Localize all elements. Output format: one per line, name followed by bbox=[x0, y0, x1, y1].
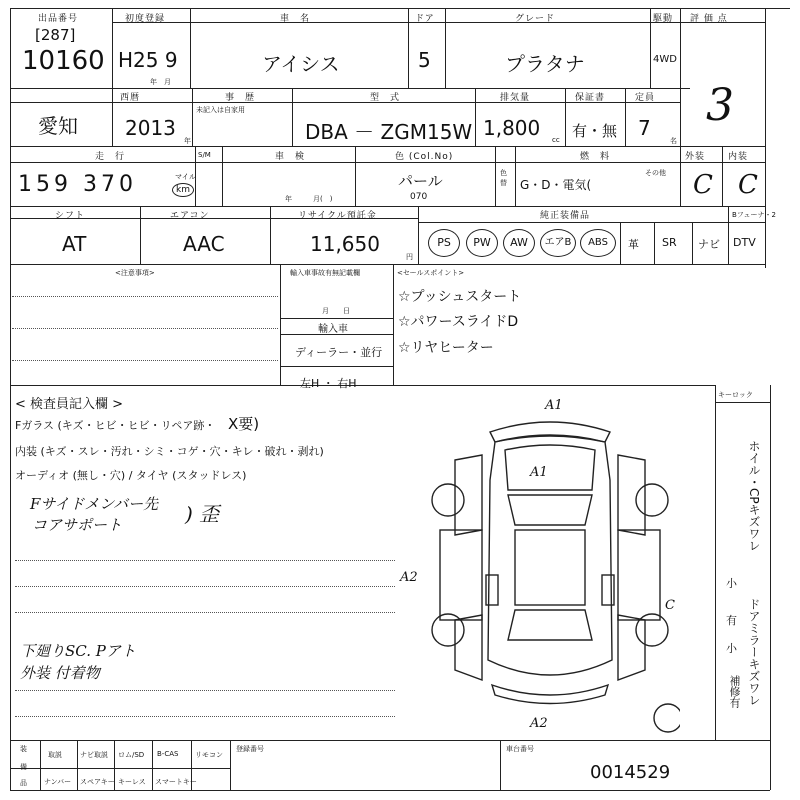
wheel-yes: 有 bbox=[726, 614, 737, 627]
mileage: 159 370 bbox=[18, 172, 137, 197]
car-name-header: 車 名 bbox=[280, 14, 311, 24]
sales-point-header: <セールスポイント> bbox=[397, 269, 465, 277]
warranty: 有・無 bbox=[572, 122, 618, 140]
auction-number-header: 出品番号 bbox=[38, 14, 79, 24]
mileage-header: 走 行 bbox=[95, 152, 126, 162]
recycle-unit: 円 bbox=[406, 253, 413, 261]
sales-point-2: ☆パワースライドD bbox=[398, 314, 519, 330]
fuel: G・D・電気( bbox=[520, 178, 592, 192]
windshield-mark: X要) bbox=[228, 415, 260, 433]
accessory-plate: ナンバー bbox=[44, 778, 72, 786]
wheel-condition: ホイル・CPキズワレ bbox=[747, 440, 761, 552]
accessory-smart-key: スマートキー bbox=[155, 778, 197, 786]
first-registration: H25 9 bbox=[118, 48, 178, 72]
sales-point-1: ☆プッシュスタート bbox=[398, 289, 522, 305]
accessory-manual: 取説 bbox=[48, 751, 62, 759]
windshield-line: Fガラス (キズ・ヒビ・ヒビ・リペア跡・ bbox=[15, 419, 216, 432]
capacity-header: 定員 bbox=[635, 93, 656, 103]
equip-navi: ナビ bbox=[698, 238, 720, 251]
year-unit: 年 bbox=[184, 137, 191, 145]
lot-bracket: [287] bbox=[35, 26, 76, 44]
interior-grade: C bbox=[738, 170, 758, 200]
color-number: 070 bbox=[410, 192, 428, 202]
mirror-repaired: 補修有 bbox=[728, 675, 741, 708]
tv-header: Bフューナ・2 bbox=[732, 211, 776, 219]
grid-line bbox=[10, 740, 770, 741]
grid-line bbox=[10, 264, 765, 265]
capacity-unit: 名 bbox=[670, 137, 677, 145]
doors-header: ドア bbox=[415, 14, 435, 24]
color-change: 色替 bbox=[500, 169, 507, 187]
frame-bottom bbox=[10, 790, 770, 791]
equip-ps: PS bbox=[428, 229, 460, 257]
registration-number-header: 登録番号 bbox=[236, 745, 264, 753]
cc-unit: cc bbox=[552, 136, 560, 144]
inspector-notes-title: < 検査員記入欄 > bbox=[15, 397, 124, 412]
import-dealer: ディーラー・並行 bbox=[295, 346, 383, 359]
aircon-header: エアコン bbox=[170, 211, 210, 221]
region: 愛知 bbox=[38, 114, 78, 138]
inspection-unit: 年 月( ) bbox=[285, 195, 333, 203]
equip-label-1: 装 bbox=[20, 745, 27, 753]
history-header: 事 歴 bbox=[225, 93, 256, 103]
accessory-spare-key: スペアキー bbox=[80, 778, 115, 786]
equip-label-3: 品 bbox=[20, 779, 27, 787]
car-damage-diagram bbox=[420, 400, 680, 740]
interior-header: 内装 bbox=[728, 152, 749, 162]
mirror-small: 小 bbox=[726, 642, 737, 655]
equip-leather: 革 bbox=[628, 238, 639, 251]
damage-mark-right: C bbox=[665, 598, 675, 613]
warranty-header: 保証書 bbox=[575, 93, 606, 103]
frame-right bbox=[765, 8, 766, 268]
mileage-unit: km bbox=[172, 183, 194, 197]
score-header: 評 価 点 bbox=[690, 14, 728, 24]
equip-airbag: エアB bbox=[540, 229, 576, 257]
grade-header: グレード bbox=[515, 14, 556, 24]
frame-top bbox=[10, 8, 790, 9]
recycle-header: リサイクル預託金 bbox=[298, 211, 377, 221]
chassis-number-header: 車台番号 bbox=[506, 745, 534, 753]
lot-number: 10160 bbox=[22, 46, 105, 76]
equipment-header: 純正装備品 bbox=[540, 211, 591, 221]
fuel-other: その他 bbox=[645, 169, 666, 177]
sales-point-3: ☆リヤヒーター bbox=[398, 340, 494, 356]
drive-header: 駆動 bbox=[653, 14, 674, 24]
color-header: 色 (Col.No) bbox=[395, 152, 454, 162]
grid-line bbox=[10, 146, 765, 147]
model-header: 型 式 bbox=[370, 93, 401, 103]
handwritten-note-1: Fサイドメンバー先 bbox=[30, 495, 159, 513]
model-code: DBA － ZGM15W bbox=[305, 120, 473, 144]
grid-line bbox=[10, 385, 715, 386]
capacity: 7 bbox=[638, 116, 651, 140]
score: 3 bbox=[706, 80, 734, 131]
exterior-grade: C bbox=[693, 170, 713, 200]
accessory-keyless: キーレス bbox=[118, 778, 146, 786]
damage-mark-rear: A2 bbox=[530, 716, 548, 731]
car-name: アイシス bbox=[262, 52, 340, 76]
year-header: 西暦 bbox=[120, 93, 141, 103]
damage-mark-left: A2 bbox=[400, 570, 418, 585]
history-subheader: 未記入は自家用 bbox=[196, 106, 245, 114]
repair-record-header: 輸入車事故有無記載欄 bbox=[290, 269, 360, 277]
accessory-remote: リモコン bbox=[195, 751, 223, 759]
import-header: 輸入車 bbox=[318, 324, 348, 335]
repair-date-unit: 月 日 bbox=[322, 307, 350, 315]
keyless-header: キーロック bbox=[718, 391, 753, 399]
meter-header: S/M bbox=[198, 151, 211, 159]
exterior-header: 外装 bbox=[685, 152, 706, 162]
grade: プラタナ bbox=[505, 52, 585, 76]
drive: 4WD bbox=[653, 54, 677, 65]
mirror-condition: ドアミラーキズワレ bbox=[747, 598, 761, 706]
damage-mark-front: A1 bbox=[545, 398, 563, 413]
aircon: AAC bbox=[183, 232, 225, 256]
frame-left bbox=[10, 8, 11, 790]
shift-header: シフト bbox=[55, 211, 86, 221]
equip-abs: ABS bbox=[580, 229, 616, 257]
chassis-number: 0014529 bbox=[590, 762, 671, 783]
handwritten-note-3: 下廻りSC. Pアト bbox=[20, 642, 136, 660]
handwritten-note-4: 外装 付着物 bbox=[20, 664, 100, 682]
inspection-header: 車 検 bbox=[275, 152, 306, 162]
steering-side: 左H ・ 右H bbox=[300, 377, 357, 390]
equip-label-2: 備 bbox=[20, 763, 27, 771]
recycle-fee: 11,650 bbox=[310, 232, 380, 256]
handwritten-bracket: ) 歪 bbox=[185, 502, 220, 526]
shift: AT bbox=[62, 232, 87, 256]
equip-dtv: DTV bbox=[733, 236, 756, 249]
handwritten-note-2: コアサポート bbox=[32, 516, 123, 534]
accessory-navi-manual: ナビ取説 bbox=[80, 751, 108, 759]
audio-tire-line: オーディオ (無し・穴) / タイヤ (スタッドレス) bbox=[15, 469, 247, 482]
grid-line bbox=[10, 206, 765, 207]
damage-mark-hood: A1 bbox=[530, 465, 548, 480]
accessory-bcas: B-CAS bbox=[157, 750, 179, 758]
equip-aw: AW bbox=[503, 229, 535, 257]
equip-pw: PW bbox=[466, 229, 498, 257]
equip-sunroof: SR bbox=[662, 236, 677, 249]
doors: 5 bbox=[418, 48, 431, 72]
year: 2013 bbox=[125, 116, 176, 140]
wheel-small: 小 bbox=[726, 577, 737, 590]
first-registration-header: 初度登録 bbox=[125, 14, 166, 24]
displacement: 1,800 bbox=[483, 116, 541, 140]
first-registration-unit: 年 月 bbox=[150, 78, 171, 86]
mileage-unit-alt: マイル bbox=[175, 173, 196, 181]
caution-header: <注意事項> bbox=[115, 269, 155, 277]
color: パール bbox=[398, 172, 443, 190]
frame-right-lower bbox=[770, 385, 771, 790]
interior-condition-line: 内装 (キズ・スレ・汚れ・シミ・コゲ・穴・キレ・破れ・剥れ) bbox=[15, 445, 324, 458]
fuel-header: 燃 料 bbox=[580, 152, 611, 162]
cc-header: 排気量 bbox=[500, 93, 531, 103]
accessory-rom-sd: ロム/SD bbox=[118, 751, 145, 759]
